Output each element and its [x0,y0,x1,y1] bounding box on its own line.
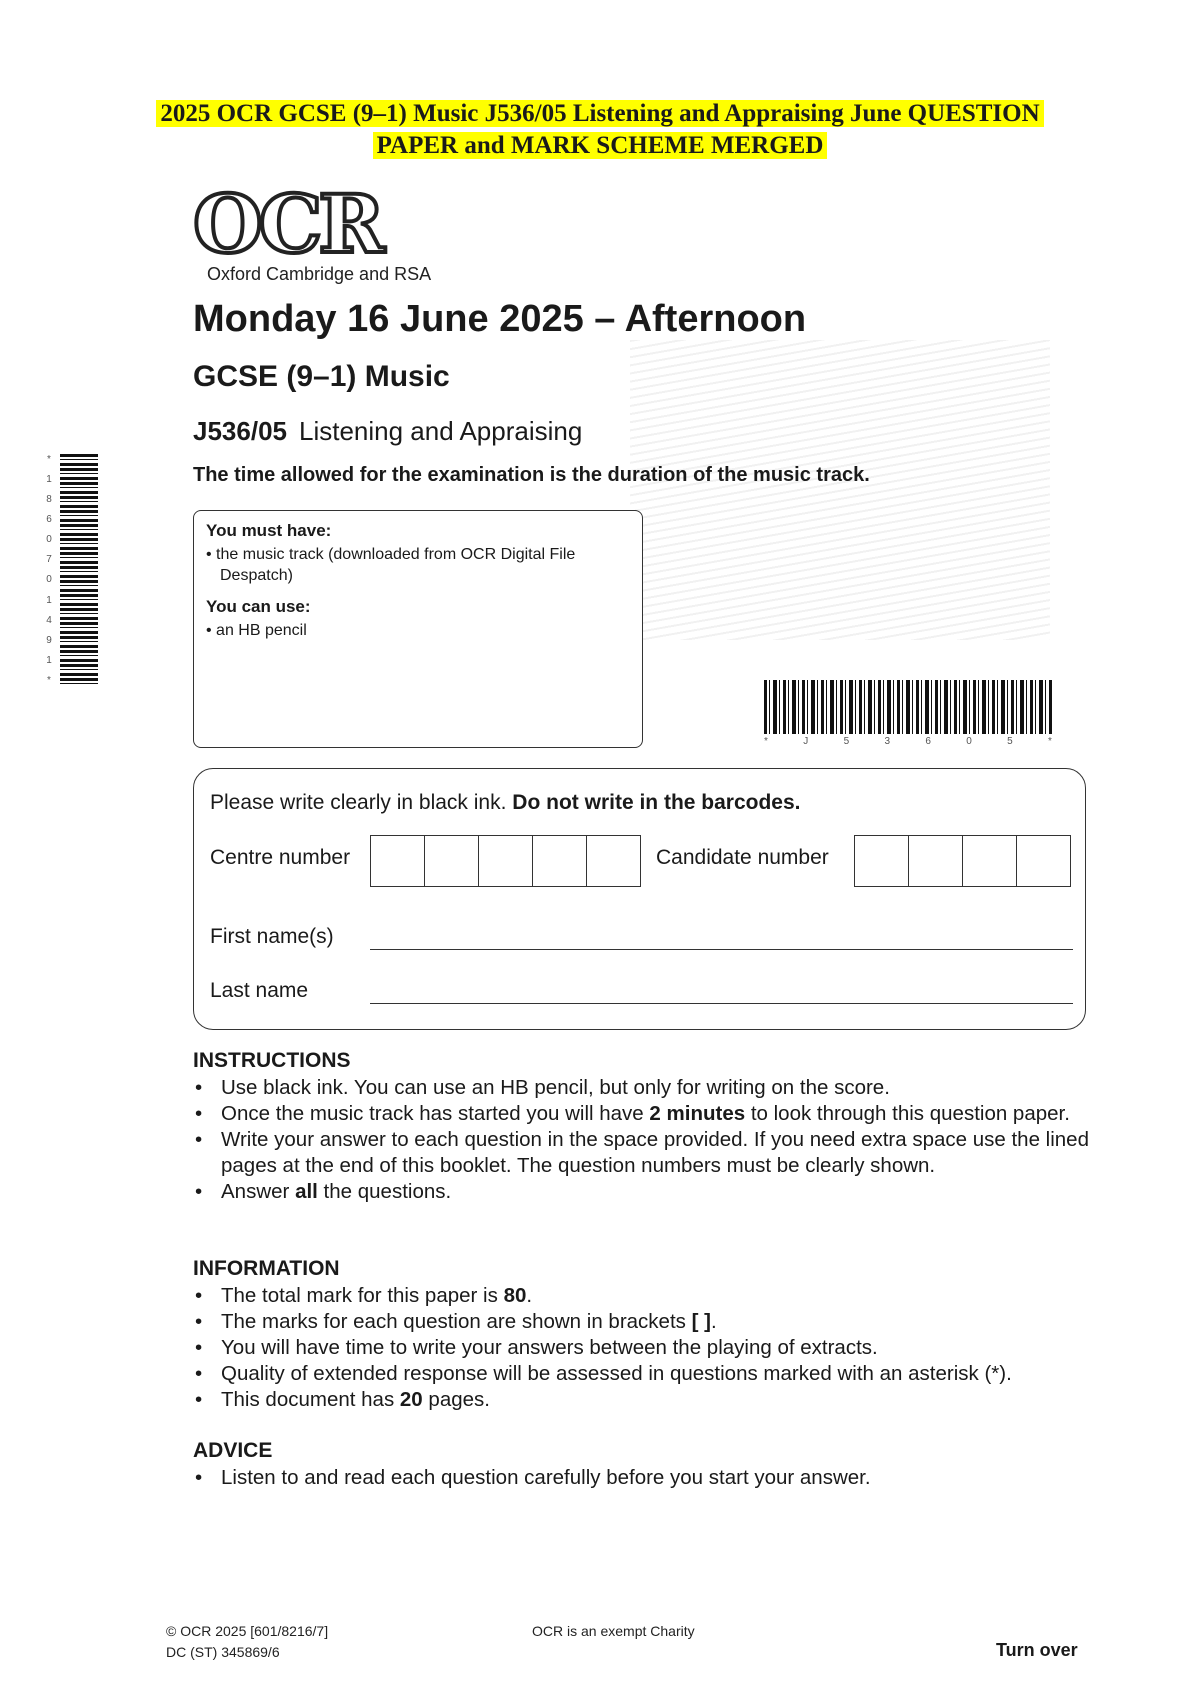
list-item [193,1465,1093,1491]
candidate-number-cell[interactable] [855,836,909,886]
bullet-icon: • [195,1466,203,1489]
time-allowed: The time allowed for the examination is the duration of the music track. [193,464,870,486]
barcode-digit: 6 [46,514,52,526]
barcode-digit: 1 [46,474,52,486]
can-use-heading: You can use: [206,597,311,616]
turn-over-label: Turn over [996,1640,1078,1660]
document-header-title [0,98,1200,162]
exam-code: J536/05 [193,416,287,446]
list-item-text: The marks for each question are shown in brackets [221,1310,692,1333]
list-item-bold: 80 [503,1284,527,1307]
barcode-digit: 9 [46,634,52,646]
centre-number-field[interactable] [370,835,641,887]
barcode-digit: J [803,736,809,747]
list-item [193,1075,1093,1101]
header-line-1: 2025 OCR GCSE (9–1) Music J536/05 Listening and Appraising June QUESTION [156,100,1043,127]
footer-left [166,1621,328,1663]
horizontal-barcode-digits [764,736,1052,747]
barcode-digit: 1 [46,594,52,606]
candidate-number-cell[interactable] [909,836,963,886]
centre-number-cell[interactable] [587,836,640,886]
barcode-digit: * [1048,736,1052,747]
list-item [193,1283,1093,1309]
list-item-text: pages. [422,1388,490,1411]
list-item-text: Use black ink. You can use an HB pencil, but only for writing on the score. [221,1076,890,1099]
information-heading: INFORMATION [193,1257,340,1280]
list-item-text: The total mark for this paper is [221,1284,504,1307]
footer-reference: DC (ST) 345869/6 [166,1644,280,1660]
advice-heading: ADVICE [193,1439,273,1462]
vertical-barcode-digits [44,454,54,686]
centre-number-cell[interactable] [371,836,425,886]
bullet-icon: • [195,1128,203,1151]
candidate-details-box [193,768,1086,1030]
barcode-digit: 3 [884,736,891,747]
header-line-2: PAPER and MARK SCHEME MERGED [373,132,828,159]
centre-number-cell[interactable] [479,836,533,886]
list-item-text: Quality of extended response will be assessed in questions marked with an asterisk (*). [221,1362,1012,1385]
candidate-instruction [210,791,801,815]
list-item-text: Once the music track has started you will have [221,1102,650,1125]
ocr-logo-mark: OCR [193,177,381,271]
bullet-icon: • [195,1362,203,1385]
exam-date: Monday 16 June 2025 – Afternoon [193,298,807,340]
can-use-item: • an HB pencil [206,622,307,639]
list-item [193,1179,1093,1205]
list-item-text: to look through this question paper. [745,1102,1070,1125]
barcode-digit: * [47,454,51,465]
barcode-digit: 1 [46,654,52,666]
barcode-digit: 8 [46,494,52,506]
barcode-digit: 5 [1007,736,1013,747]
centre-number-label: Centre number [210,846,351,869]
barcode-digit: * [47,674,51,686]
first-name-label: First name(s) [210,925,334,948]
list-item [193,1309,1093,1335]
list-item-text: . [710,1310,717,1333]
must-have-item: • the music track (downloaded from OCR Digital File Despatch) [206,546,576,584]
candidate-number-label: Candidate number [656,846,829,869]
list-item-bold: [ ] [691,1310,711,1333]
list-item [193,1101,1093,1127]
footer-charity: OCR is an exempt Charity [532,1623,695,1639]
exam-subject: GCSE (9–1) Music [193,360,450,393]
ocr-logo-subtitle: Oxford Cambridge and RSA [207,264,432,284]
instructions-section [193,1048,1093,1205]
list-item [193,1361,1093,1387]
bullet-icon: • [195,1180,203,1203]
bullet-icon: • [195,1388,203,1411]
list-item-text: You will have time to write your answers between the playing of extracts. [221,1336,878,1359]
bullet-icon: • [195,1284,203,1307]
list-item-text: . [526,1284,533,1307]
list-item-text: Answer [221,1180,296,1203]
must-have-heading: You must have: [206,521,332,540]
list-item [193,1127,1093,1179]
first-name-field[interactable] [370,949,1073,950]
information-section [193,1256,1093,1413]
list-item-bold: all [295,1180,318,1203]
last-name-field[interactable] [370,1003,1073,1004]
ocr-logo [193,177,432,285]
barcode-digit: 4 [46,614,52,626]
barcode-digit: 6 [925,736,931,747]
instructions-heading: INSTRUCTIONS [193,1049,351,1072]
candidate-instruction-text: Please write clearly in black ink. [210,791,507,814]
list-item [193,1387,1093,1413]
list-item-text: This document has [221,1388,400,1411]
centre-number-cell[interactable] [425,836,479,886]
candidate-number-cell[interactable] [963,836,1017,886]
barcode-digit: 5 [843,736,850,747]
barcode-digit: 0 [966,736,972,747]
candidate-instruction-bold: Do not write in the barcodes. [512,791,801,814]
bullet-icon: • [195,1076,203,1099]
watermark-block [630,340,1050,640]
list-item-text: Write your answer to each question in the space provided. If you need extra space use the lined pages at the end of this booklet. The question numbers must be clearly shown. [221,1128,1089,1177]
last-name-label: Last name [210,979,309,1002]
list-item-bold: 2 minutes [649,1102,746,1125]
list-item-text: Listen to and read each question carefully before you start your answer. [221,1466,871,1489]
barcode-digit: * [764,736,768,747]
requirements-box [193,510,643,748]
centre-number-cell[interactable] [533,836,587,886]
barcode-digit: 0 [46,534,52,546]
candidate-number-cell[interactable] [1017,836,1070,886]
advice-section [193,1438,1093,1491]
barcode-digit: 7 [46,554,52,566]
bullet-icon: • [195,1102,203,1125]
bullet-icon: • [195,1310,203,1333]
vertical-barcode [60,454,98,686]
horizontal-barcode [764,680,1052,734]
candidate-number-field[interactable] [854,835,1071,887]
footer-copyright: © OCR 2025 [601/8216/7] [166,1623,329,1639]
list-item [193,1335,1093,1361]
exam-code-line [193,416,582,447]
list-item-text: the questions. [317,1180,452,1203]
exam-paper-name: Listening and Appraising [298,416,583,446]
list-item-bold: 20 [399,1388,423,1411]
bullet-icon: • [195,1336,203,1359]
barcode-digit: 0 [46,574,52,586]
